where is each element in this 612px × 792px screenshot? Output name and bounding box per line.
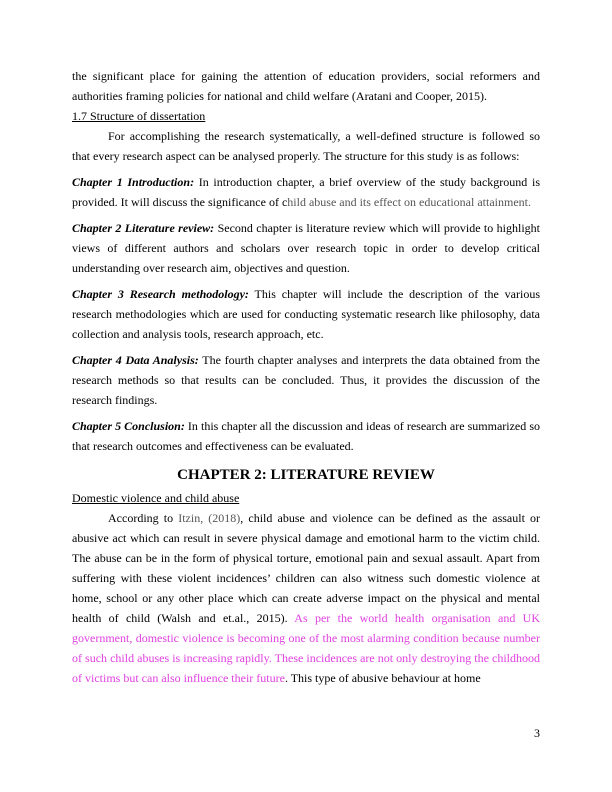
page-number: 3 (534, 726, 540, 740)
chapter-1-text: In introduction chapter, a brief overview of the study background is provided. It will discuss the significance of c (72, 175, 540, 209)
chapter-2-label: Chapter 2 Literature review: (72, 221, 215, 235)
dv-text-1: According to (108, 511, 179, 525)
chapter-5-description (72, 416, 540, 456)
document-page (72, 66, 540, 688)
chapter-1-description (72, 172, 540, 212)
chapter-3-text: This chapter will include the description of the various research methodologies which are used for conducting systematic research like philosophy, data collection and analysis tools, research approach, etc. (72, 287, 540, 341)
section-heading-1-7: 1.7 Structure of dissertation (72, 109, 206, 123)
chapter-4-description (72, 350, 540, 410)
dv-text-3: . This type of abusive behaviour at home (284, 671, 481, 685)
chapter-4-text: The fourth chapter analyses and interprets the data obtained from the research methods so that results can be concluded. Thus, it provides the discussion of the research findings. (72, 353, 540, 407)
domestic-violence-paragraph (72, 508, 540, 688)
chapter-3-description (72, 284, 540, 344)
chapter-2-title: CHAPTER 2: LITERATURE REVIEW (177, 467, 435, 483)
chapter-1-text-muted: hild abuse and its effect on educational attainment. (287, 195, 531, 209)
dv-highlighted-text: As per the world health organisation and UK government, domestic violence is becoming one of the most alarming condition because number of such child abuses is increasing rapidly. These incidences are not only destroying the childhood of victims but can also influence their future (72, 611, 540, 685)
chapter-5-label: Chapter 5 Conclusion: (72, 419, 185, 433)
chapter-1-label: Chapter 1 Introduction: (72, 175, 195, 189)
intro-paragraph-end: the significant place for gaining the attention of education providers, social reformers and authorities framing policies for national and child welfare (Aratani and Cooper, 2015). (72, 69, 540, 103)
chapter-4-label: Chapter 4 Data Analysis: (72, 353, 199, 367)
chapter-2-description (72, 218, 540, 278)
structure-paragraph: For accomplishing the research systematically, a well-defined structure is followed so that every research aspect can be analysed properly. The structure for this study is as follows: (72, 129, 540, 163)
chapter-2-text: Second chapter is literature review which will provide to highlight views of different authors and scholars over research topic in order to develop critical understanding over research aim, objectives and question. (72, 221, 540, 275)
chapter-3-label: Chapter 3 Research methodology: (72, 287, 249, 301)
dv-text-2: , child abuse and violence can be defined as the assault or abusive act which can result in severe physical damage and emotional harm to the victim child. The abuse can be in the form of physical torture, emotional pain and sexual assault. Apart from suffering with these violent incidences’ children can also witness such domestic violence at home, school or any other place which can create adverse impact on the physical and mental health of child (Walsh and et.al., 2015). (72, 511, 541, 625)
chapter-5-text: In this chapter all the discussion and ideas of research are summarized so that research outcomes and effectiveness can be evaluated. (72, 419, 540, 453)
subheading-domestic-violence: Domestic violence and child abuse (72, 491, 240, 505)
dv-citation-itzin: Itzin, (2018) (178, 511, 241, 525)
